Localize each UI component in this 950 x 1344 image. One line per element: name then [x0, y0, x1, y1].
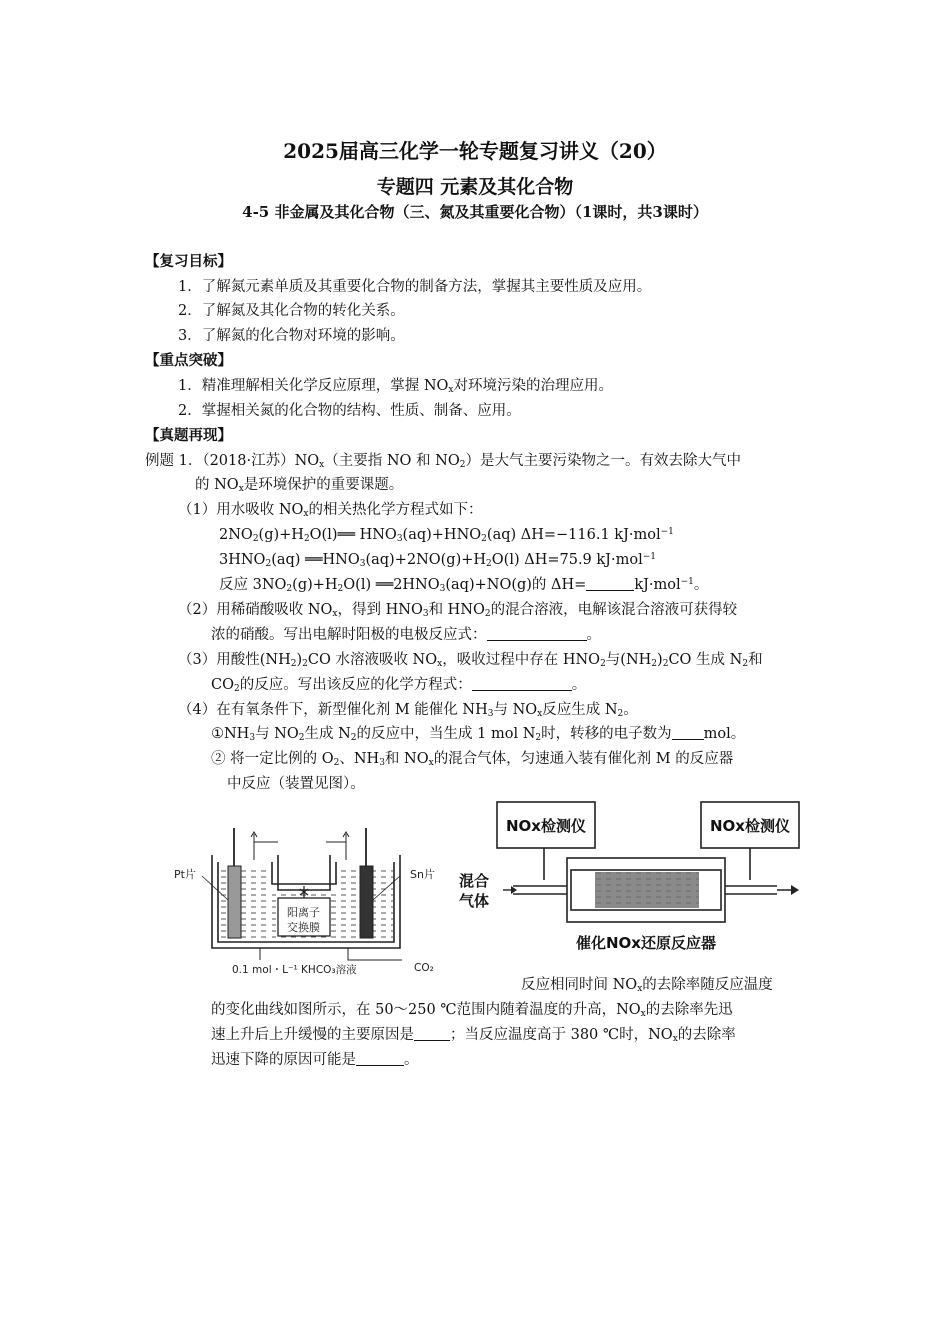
reactor-figure	[455, 798, 815, 968]
membrane-label-1: 阳离子	[287, 906, 320, 919]
tail-line-1: 反应相同时间 $NO_x$的去除率随反应温度	[521, 977, 773, 994]
question-3: （3）用酸性$(NH_2)_2CO$ 水溶液吸收 $NO_x$，吸收过程中存在 $HNO_2$与$(NH_2)_2CO$ 生成 $N_2$和	[178, 652, 763, 669]
pt-label: Pt片	[174, 868, 196, 881]
membrane-label-2: 交换膜	[287, 921, 320, 934]
equation-1: $2NO_2(g)+H_2O(l)══$ $HNO_3(aq)+HNO_2(aq)$ ΔH=−116.1 kJ·mol$^{-1}$	[219, 527, 674, 544]
reactor-label: 催化NOx还原反应器	[576, 934, 716, 952]
detector-left-label: NOx检测仪	[506, 817, 586, 835]
sn-label: Sn片	[410, 868, 435, 881]
tail-line-3: 速上升后上升缓慢的主要原因是 ；当反应温度高于 380 ℃时，$NO_x$的去除率	[211, 1027, 736, 1044]
review-goals-heading: 【复习目标】	[145, 253, 232, 270]
page-subtitle: 专题四 元素及其化合物	[376, 176, 574, 198]
example-intro: 例题 1．（2018·江苏）$NO_x$（主要指 NO 和 $NO_2$）是大气主要污染物之一。有效去除大气中	[145, 453, 741, 470]
answer-blank[interactable]	[472, 676, 572, 691]
co2-label: CO₂	[414, 962, 434, 974]
review-goal-item: 2．了解氮及其化合物的转化关系。	[178, 303, 405, 319]
example-intro-line2: 的 $NO_x$是环境保护的重要课题。	[195, 477, 404, 494]
question-2-line2: 浓的硝酸。写出电解时阳极的电极反应式： 。	[211, 627, 601, 643]
answer-blank[interactable]	[414, 1026, 450, 1041]
question-4-1: $①NH_3$与 $NO_2$生成 $N_2$的反应中，当生成 1 mol $N_2$时，转移的电子数为 mol。	[211, 726, 746, 743]
real-exam-heading: 【真题再现】	[145, 427, 232, 444]
question-4-2: ② 将一定比例的 $O_2$、$NH_3$和 $NO_x$的混合气体，匀速通入装有催化剂 M 的反应器	[211, 751, 734, 768]
inlet-label-2: 气体	[459, 892, 490, 910]
answer-blank[interactable]	[672, 725, 704, 740]
equation-2: $3HNO_2(aq)$ $══HNO_3(aq)+2NO(g)+H_2O(l)$ ΔH=75.9 kJ·mol$^{-1}$	[219, 552, 656, 569]
answer-blank[interactable]	[586, 576, 634, 591]
question-4-2-line2: 中反应（装置见图）。	[227, 776, 365, 792]
review-goal-item: 3．了解氮的化合物对环境的影响。	[178, 328, 405, 344]
page-title: 2025届高三化学一轮专题复习讲义（20）	[283, 139, 667, 163]
question-2: （2）用稀硝酸吸收 $NO_x$，得到 $HNO_3$和 $HNO_2$的混合溶液，电解该混合溶液可获得较	[178, 602, 738, 619]
solution-label: 0.1 mol・L⁻¹ KHCO₃溶液	[232, 964, 357, 976]
section-title: 4-5 非金属及其化合物（三、氮及其重要化合物）（1课时，共3课时）	[242, 203, 708, 221]
tail-line-2: 的变化曲线如图所示，在 50～250 ℃范围内随着温度的升高，$NO_x$的去除率先迅	[211, 1002, 733, 1019]
key-points-heading: 【重点突破】	[145, 352, 232, 369]
answer-blank[interactable]	[356, 1051, 404, 1066]
key-point-item: 1．精准理解相关化学反应原理，掌握 $NO_x$对环境污染的治理应用。	[178, 378, 613, 395]
question-4: （4）在有氧条件下，新型催化剂 M 能催化 $NH_3$与 $NO_x$反应生成 $N_2$。	[178, 702, 638, 719]
tail-line-4: 迅速下降的原因可能是 。	[211, 1052, 419, 1068]
inlet-label-1: 混合	[459, 872, 490, 890]
review-goal-item: 1．了解氮元素单质及其重要化合物的制备方法，掌握其主要性质及应用。	[178, 279, 652, 295]
question-1: （1）用水吸收 $NO_x$的相关热化学方程式如下：	[178, 502, 483, 519]
sn-electrode	[360, 866, 373, 938]
answer-blank[interactable]	[487, 626, 587, 641]
equation-3: 反应 $3NO_2(g)+H_2O(l)$ $══2HNO_3(aq)+NO(g)$的 ΔH= kJ·mol$^{-1}$。	[219, 577, 709, 594]
key-point-item: 2．掌握相关氮的化合物的结构、性质、制备、应用。	[178, 403, 521, 419]
detector-right-label: NOx检测仪	[710, 817, 790, 835]
electrolysis-cell-figure	[170, 820, 470, 980]
question-3-line2: $CO_2$的反应。写出该反应的化学方程式： 。	[211, 677, 587, 694]
pt-electrode	[228, 866, 241, 938]
